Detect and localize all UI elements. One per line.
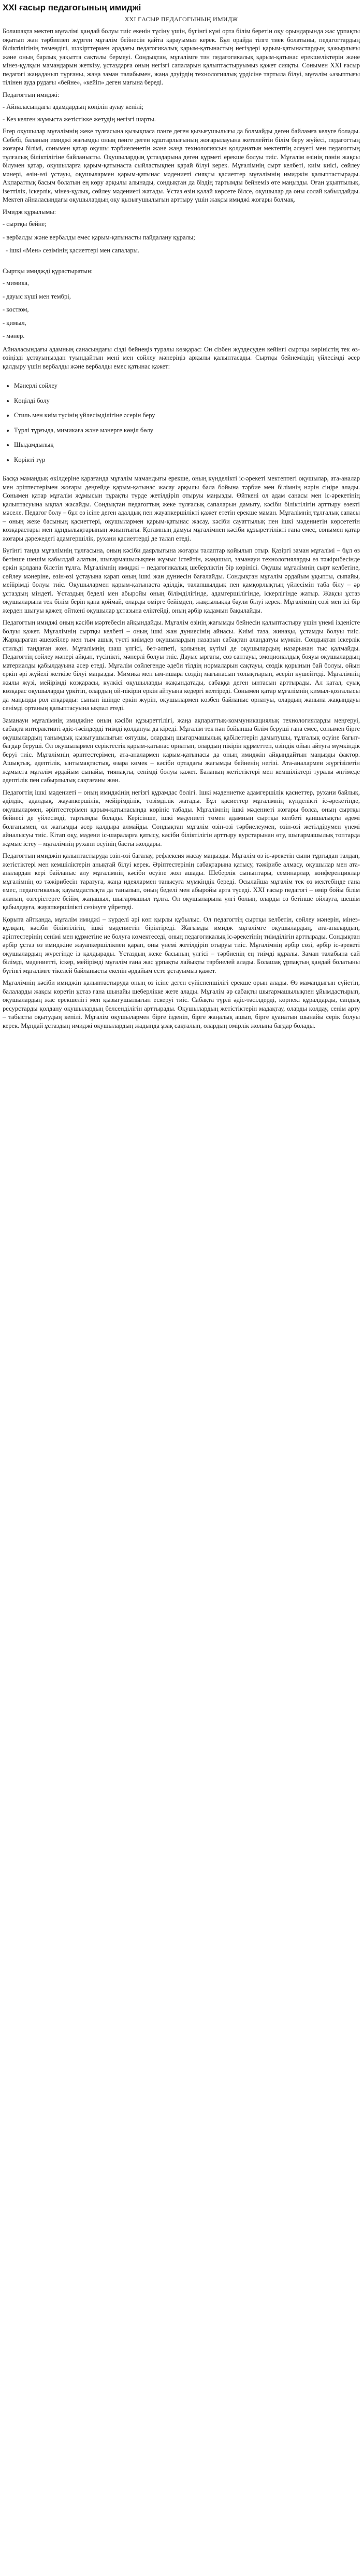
body-paragraph: Бүгінгі таңда мұғалімнің тұлғасына, оның кәсіби даярлығына жоғары талаптар қойылып отыр. Қазіргі заман мұғалімі – бұл өз бетінше шешім қабылдай алатын, шығармашылықпен жұмыс істейтін, жаңашыл, заманауи технологияларды өз тәжірибесінде еркін қолдана білетін тұлға. Мұғалімнің имиджі – педагогикалық шеберліктің бір көрінісі. Оқушы мұғалімнің сырт келбетіне, сөйлеу мәнеріне, өзін-өзі ұстауына қарап оның ішкі жан дүниесін бағалайды. Сондықтан мұғалім әрдайым ұқыпты, сыпайы, мейірімді болуы тиіс. Оқушылармен қарым-қатынаста әділдік, талапшылдық пен қамқорлықтың үйлесімін таба білу – әр ұстаздың міндеті. Ұстаздың беделі мен абыройы оның білімділігінде, адамгершілігінде, іскерлігінде жатыр. Жақсы ұстаз оқушыларына тек білім беріп қана қоймай, оларды өмірге бейімдеп, жақсылыққа баули білуі керек. Мұғалімнің сөзі мен ісі бір жерден шығуы қажет, өйткені оқушылар ұстазына еліктейді, оның әрбір қадамын бақылайды. <box>3 547 360 614</box>
external-list <box>3 279 360 341</box>
list-item: - мәнер. <box>3 332 25 340</box>
body-paragraph: Педагогтың имиджі оның кәсіби мәртебесін айқындайды. Мұғалім өзінің жағымды бейнесін қалыптастыру үшін үнемі ізденісте болуы қажет. Мұғалімнің сыртқы келбеті – оның ішкі жан дүниесінің айнасы. Киімі таза, жинақы, ұстамды болуы тиіс. Жарқыраған әшекейлер мен тым ашық түсті киімдер оқушылардың назарын сабақтан алаңдатуы мүмкін. Сондықтан іскерлік стильді таңдаған жөн. Мұғалімнің шаш үлгісі, бет-әлпеті, қолының күтімі де оқушылардың назарынан тыс қалмайды. Педагогтің сөйлеу мәнері айқын, түсінікті, мәнерлі болуы тиіс. Дауыс ырғағы, сөз саптауы, эмоционалдық бояуы оқушылардың материалды қабылдауына әсер етеді. Мұғалім сөйлегенде әдеби тілдің нормаларын сақтауы, сөздік қорының бай болуы, ойын еркін әрі жүйелі жеткізе білуі маңызды. Мимика мен ым-ишара сөздің мағынасын толықтырып, әсерін күшейтеді. Мұғалімнің жылы жүзі, мейірімді көзқарасы, күлкісі оқушыларды жақындатады, сабаққа деген ынтасын арттырады. Ал қатал, суық көзқарас оқушыларды үркітіп, олардың ой-пікірін еркін айтуына кедергі келтіреді. Сонымен қатар мұғалімнің қимыл-қозғалысы да маңызды рөл атқарады: сынып ішінде еркін жүріп, оқушылармен көзбен байланыс орнатуы, олардың жанына жақындауы сенімді ортаның қалыптасуына ықпал етеді. <box>3 619 360 712</box>
list-item: • Көрікті түр <box>14 456 360 464</box>
components-list <box>3 220 360 255</box>
intro-heading: Педагогтың имиджі: <box>3 91 60 98</box>
page-title: XXI ғасыр педагогының имиджі <box>3 3 141 12</box>
body-paragraph: Қорыта айтқанда, мұғалім имиджі – күрделі әрі көп қырлы құбылыс. Ол педагогтің сыртқы келбетін, сөйлеу мәнерін, мінез-құлқын, кәсіби біліктілігін, ішкі мәдениетін біріктіреді. Жағымды имидж мұғалімге оқушылардың, ата-аналардың, әріптестерінің сенімі мен құрметіне ие болуға көмектеседі, оның педагогикалық іс-әрекетінің тиімділігін арттырады. Сондықтан әрбір ұстаз өз имиджіне жауапкершілікпен қарап, оны үнемі жетілдіріп отыруы тиіс. Мұғалімнің әрбір сөзі, әрбір іс-әрекеті оқушылардың жүрегінде із қалдырады. Ұстаздың жеке басының үлгісі – тәрбиенің ең тиімді құралы. Заман талабына сай білімді, мәдениетті, іскер, мейірімді мұғалім ғана жас ұрпақты лайықты тәрбиелей алады. Болашақ ұрпақтың қандай болатыны бүгінгі мұғалімге тікелей байланысты екенін әрдайым есте ұстауымыз қажет. <box>3 915 360 974</box>
list-item: - сыртқы бейне; <box>3 220 47 228</box>
list-item: - мимика, <box>3 279 30 287</box>
skills-list <box>3 381 360 464</box>
list-item: • Көңілді болу <box>14 397 360 405</box>
components-heading: Имидж құрылымы: <box>3 208 56 216</box>
intro-item: - Кез келген жұмыста жетістікке жетудің негізгі шарты. <box>3 115 156 123</box>
body-paragraph: Заманауи мұғалімнің имиджіне оның кәсіби құзыреттілігі, жаңа ақпараттық-коммуникациялық технологияларды меңгеруі, сабақта интерактивті әдіс-тәсілдерді тиімді қолдануы да кіреді. Мұғалім тек пән бойынша білім беруші ғана емес, сонымен бірге оқушылардың танымдық қызығушылығын оятушы, олардың шығармашылық қабілеттерін дамытушы, тұлғалық өсуіне бағыт-бағдар беруші. Ол оқушылармен серіктестік қарым-қатынас орнатып, олардың пікірін құрметтеп, өзіндік ойын айтуға мүмкіндік беруі тиіс. Мұғалімнің әріптестерімен, ата-аналармен қарым-қатынасы да оның имиджін айқындайтын маңызды фактор. Ашықтық, әдептілік, ынтымақтастық, өзара көмек – кәсіби ортадағы жағымды бейненің негізі. Ата-аналармен жүргізілетін жұмыста мұғалім әрдайым сыпайы, тиянақты, сенімді болуы қажет. Баланың жетістіктері мен кемшіліктері туралы әңгімеде әдептілік пен сабырлылық сақтағаны жөн. <box>3 716 360 784</box>
list-item: - қимыл, <box>3 319 26 327</box>
body-paragraph: Педагогтың имиджін қалыптастыруда өзін-өзі бағалау, рефлексия жасау маңызды. Мұғалім өз іс-әрекетін сыни тұрғыдан талдап, жетістіктері мен кемшіліктерін анықтай білуі керек. Әріптестерінің сабақтарына қатысу, тәжірибе алмасу, оқушылар мен ата-аналардан кері байланыс алу мұғалімнің кәсіби өсуіне жол ашады. Шеберлік сыныптары, семинарлар, конференциялар мұғалімнің өз тәжірибесін таратуға, жаңа идеялармен танысуға мүмкіндік береді. Осылайша мұғалім тек өз мектебінде ғана емес, педагогикалық қауымдастықта да танылып, оның беделі мен абыройы арта түседі. XXI ғасыр педагогі – өмір бойы білім алатын, өзгерістерге бейім, жаңашыл, шығармашыл тұлға. Ол оқушыларына үлгі болып, оларды өз бетінше ойлауға, шешім қабылдауға, жауапкершілікті сезінуге үйретеді. <box>3 852 360 911</box>
intro-paragraph: Болашақта мектеп мұғалімі қандай болуы тиіс екенін түсіну үшін, бүгінгі күні орта білім беретін оқу орындарында жас ұрпақты оқытып жән тәрбиелеп жүрген мұғалім бейнесін қайта қарауымыз керек. Бұл орайда тілге тиек болатыны, педагогтардың біліктілігінің төмендігі, шәкірттермен арадағы педагогикалық қарым-қатынастың негіздері қарым-қатынастардың қажырлығы және оның барлық уақытта сақталы бермеуі. Сондықтан, мұғалімге тән педагогикалық қарым-қатынас ерекшеліктерін және мінез-құлқын мамандарын жеткізу, ұстаздарға оның негізгі сапаларын қалыптастыруымыз қажет сияқты. Сонымен XXI ғасыр педагогі жаңаданып тұрғаны, жаңа заман талабымен, жаңа дәуірдің технологиялық үрдісіне тартыла білуі, мұғалім «азыптығы тілінен ауда рудағы «бейне», «кейіп» деген мағына береді. <box>3 27 360 87</box>
intro-item: - Айналасындағы адамдардың көңілін аулау кепілі; <box>3 103 144 111</box>
external-heading: Сыртқы имиджді құрастыратын: <box>3 267 93 275</box>
list-item: • Шыдамдылық <box>14 441 360 449</box>
list-item: - вербалды және вербалды емес қарым-қатынасты пайдалану құралы; <box>3 233 195 241</box>
skills-paragraph: Айналасындағы адамның санасындағы сізді бейнеңіз туралы көзқарас: Он сізбен жүздесуден кейінгі сыртқы көріністің тек өз-өзіңізді ұстауыңыздан туындайтын мені мен сөйлеу мәнеріңіз арқылы қалыптасады. Сыртқы бейнеміздің үйлесімді әсер қалдыру үшін вербалды және вербалды емес қатынас қажет: <box>3 345 360 370</box>
list-item: - ішкі «Мен» сезімінің қасиеттері мен сапалары. <box>6 247 140 254</box>
list-item: • Стиль мен киім түсінің үйлесімділігіне әсерін беру <box>14 411 360 420</box>
article <box>0 0 363 1039</box>
body-paragraph: Педагогтің ішкі мәдениеті – оның имиджінің негізгі құрамдас бөлігі. Ішкі мәдениетке адамгершілік қасиеттер, рухани байлық, әділдік, адалдық, жауапкершілік, мейірімділік, төзімділік жатады. Бұл қасиеттер мұғалімнің күнделікті іс-әрекетінде, оқушылармен, әріптестерімен қарым-қатынасында көрініс табады. Мұғалімнің ішкі мәдениеті жоғары болса, оның сыртқы бейнесі де үйлесімді, тартымды болады. Керісінше, ішкі мәдениеті төмен адамның сыртқы келбеті қаншалықты әдемі болғанымен, ол жағымды әсер қалдыра алмайды. Сондықтан мұғалім өзін-өзі тәрбиелеумен, өзін-өзі жетілдірумен үнемі айналысуы тиіс. Кітап оқу, мәдени іс-шараларға қатысу, кәсіби біліктілігін арттыру курстарынан өту, шығармашылық топтарда жұмыс істеу – мұғалімнің рухани өсуінің басты жолдары. <box>3 788 360 847</box>
body-paragraph: Мұғалімнің кәсіби имиджін қалыптастыруда оның өз ісіне деген сүйіспеншілігі ерекше орын алады. Өз мамандығын сүйетін, балаларды жақсы көретін ұстаз ғана шынайы шеберлікке жете алады. Мұғалім әр сабақты шығармашылықпен ұйымдастырып, оқушылардың жас ерекшелігі мен қызығушылығын ескеруі тиіс. Сабақта түрлі әдіс-тәсілдерді, көрнекі құралдарды, сандық ресурстарды қолдану оқушылардың белсенділігін арттырады. Оқушылардың жетістіктерін мадақтау, оларды қолдау, сенім арту – табысты оқытудың кепілі. Мұғалім оқушылармен бірге ізденіп, бірге жаңалық ашып, бірге қуанатын шынайы серік болуы керек. Мұндай ұстаздың имиджі оқушылардың жадында ұзақ сақталып, олардың өмірлік жолына бағдар болады. <box>3 979 360 1029</box>
article-subtitle: XXI ҒАСЫР ПЕДАГОГЫНЫҢ ИМИДЖ <box>124 16 238 23</box>
list-item: • Түрлі тұрғыда, мимикаға және мәнерге көңіл бөлу <box>14 426 360 435</box>
body-paragraph: Басқа мамандық өкілдеріне қарағанда мұғалім мамандығы ерекше, оның күнделікті іс-әрекеті мектептегі оқушылар, ата-аналар мен әріптестерімен жоғары деңгейде қарым-қатынас жасау арқылы бала бойына тәрбие мен білімнің нәрін сіңіре алады. Сонымен қатар мұғалім жұмысын тұрақты түрде жетілдіріп отыруы маңызды. Өйткені ол адам санасы мен іс-әрекетінің қалыптасуына ықпал жасайды. Сондықтан педагогтың жеке тұлғалық сапаларын дамыту, кәсіби біліктілігін арттыру өзекті мәселе. Педагог болу – бұл өз ісіне деген адалдық пен жауапкершілікті қажет ететін ерекше маман. Мұғалімнің тұлғалық сапасы – оның жеке басының қасиеттері, оқушылармен қарым-қатынас жасау, кәсіби сауаттылық пен ішкі мәдениетін көрсететін көзқарастары мен құндылықтарының жиынтығы. Қоғамның дамуы мұғалімнен кәсіби құзыреттілікті ғана емес, сонымен қатар жоғары дәрежедегі адамгершілік, рухани қасиеттерді де талап етеді. <box>3 475 360 542</box>
list-item: - костюм, <box>3 306 29 314</box>
list-item: • Мәнерлі сөйлеу <box>14 381 360 390</box>
list-item: - дауыс күші мен тембрі, <box>3 292 71 300</box>
intro-paragraph: Егер оқушылар мұғалімнің жеке тұлғасына қызықпаса пәнге деген қызығушылығы да болмайды деген байламға келуге болады. Себебі, баланың имиджі жағымды оның пәнге деген құштарлығының жоғарылауына жетелейтін білім беру жүйесі, педагогтың жоғары білімі, сонымен қатар оқушы тәрбиеленетін және жаңа технологиясын қолданатын мектептің әлеуеті мен педагогтың тұлғалық біліктілігіне байланысты. Оқушылардың ұстаздарына деген құрметі ерекше болуы тиіс. Мұғалім өзінің пәнін жақсы білумен қатар, оқушыларға қарым-қатынаста сыйластықпен қарай білуі керек. Мұғалімнің сырт келбеті, киім киісі, сөйлеу мәнері, өзін-өзі ұстауы, оқушылармен қарым-қатынас мәдениеті сияқты қасиеттер мұғалімнің имиджін қалыптастырады. Ақпараттық басым болатын ең көру арқылы алынады, сондықтан да біздің тартымды бейнеміз өте маңызды. Оған ұқыптылық, ізеттілік, іскерлік, мінез-құлық, сөйлеу мәдениеті жатады. Ұстаз өзін қалай көрсете білсе, оқушылар да оны солай қабылдайды. Мектеп айналасындағы оқушылардың оқу қызығушылығын арттыру үшін жақсы имиджі жоғары болмақ. <box>3 128 360 204</box>
